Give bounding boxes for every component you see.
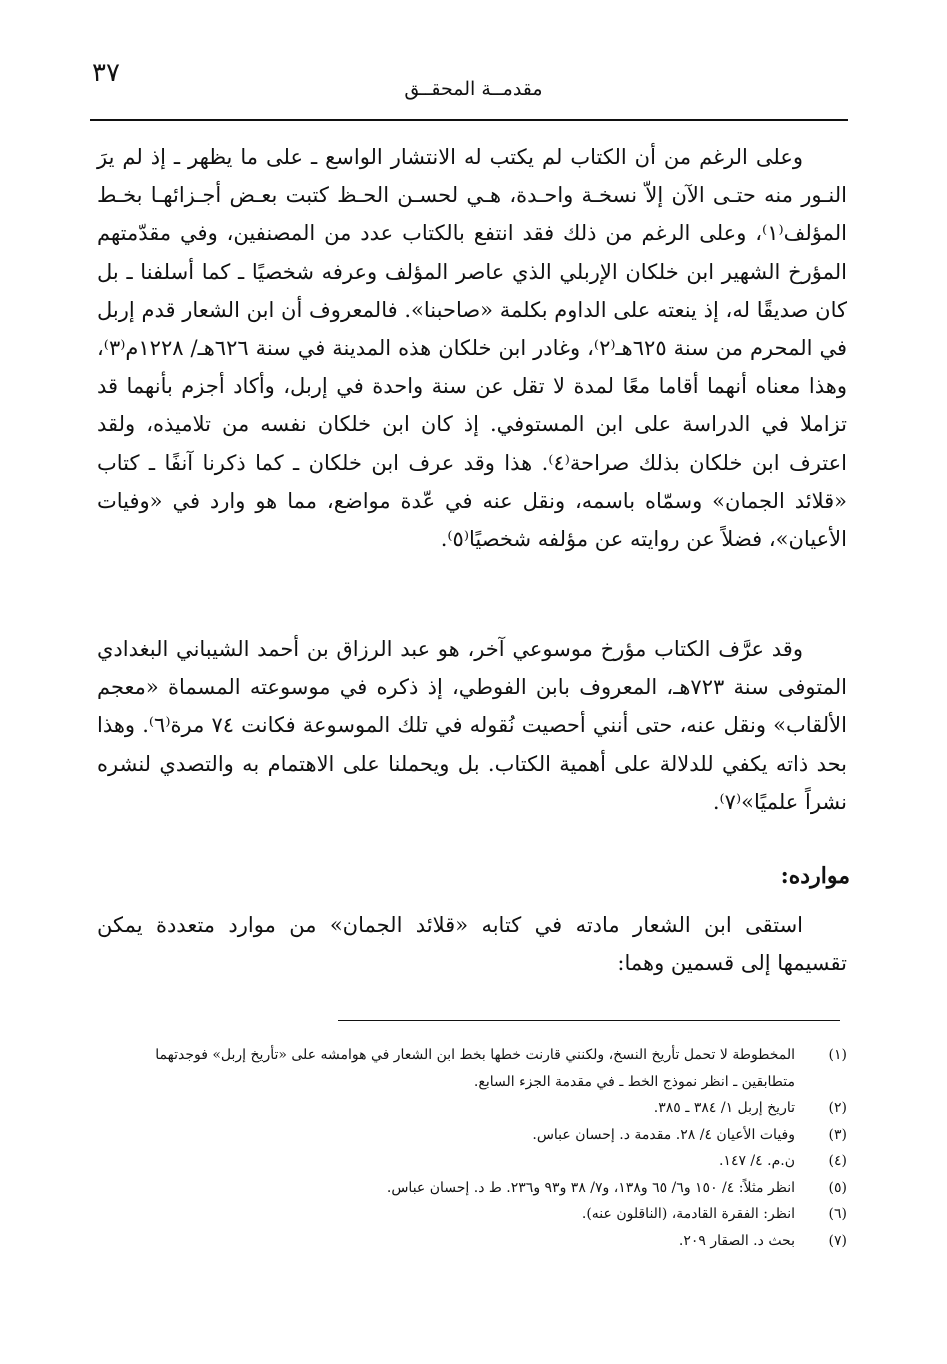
body-paragraph-1 [97, 138, 847, 558]
section-heading: موارده: [780, 863, 850, 889]
footnote-number: (٢) [828, 1100, 847, 1116]
footnote-text: انظر مثلاً: ٤/ ١٥٠ و٦/ ٦٥ و١٣٨، و٧/ ٣٨ و٩٣ و٢٣٦. ط د. إحسان عباس. [386, 1179, 795, 1196]
footnote-text: ن.م. ٤/ ١٤٧. [718, 1153, 795, 1169]
footnote-text: تاريخ إربل ١/ ٣٨٤ ـ ٣٨٥. [653, 1100, 795, 1116]
footnote-1 [100, 1042, 847, 1095]
footnote-number: (٦) [828, 1206, 847, 1222]
running-title: مقدمــة المحقــق [404, 78, 543, 100]
paragraph-text: وقد عرَّف الكتاب مؤرخ موسوعي آخر، هو عبد الرزاق بن أحمد الشيباني البغدادي المتوفى سنة ٧٢٣هـ، المعروف بابن الفوطي، إذ ذكره في موسوعته المسماة «معجم الألقاب» ونقل عنه، حتى أنني أحصيت نُقوله في تلك الموسوعة فكانت ٧٤ مرة⁽٦⁾. وهذا بحد ذاته يكفي للدلالة على أهمية الكتاب. بل ويحملنا على الاهتمام به والتصدي لنشره نشراً علميًا»⁽٧⁾. [97, 637, 847, 814]
footnotes [100, 1042, 847, 1254]
footnote-2 [100, 1095, 847, 1122]
footnote-number: (٥) [828, 1179, 847, 1196]
footnote-number: (٤) [828, 1153, 847, 1169]
page-number: ٣٧ [92, 58, 120, 88]
footnote-number: (٣) [828, 1126, 847, 1143]
footnote-text: بحث د. الصقار ٢٠٩. [678, 1232, 795, 1249]
footnote-7 [100, 1228, 847, 1255]
header-rule [90, 119, 848, 121]
paragraph-text: استقى ابن الشعار مادته في كتابه «قلائد الجمان» من موارد متعددة يمكن تقسيمها إلى قسمين وهما: [97, 913, 847, 976]
footnote-4 [100, 1148, 847, 1175]
footnote-text: المخطوطة لا تحمل تأريخ النسخ، ولكنني قارنت خطها بخط ابن الشعار في هوامشه على «تأريخ إربل» فوجدتهما متطابقين ـ انظر نموذج الخط ـ في مقدمة الجزء السابع. [155, 1047, 795, 1090]
footnote-text: وفيات الأعيان ٤/ ٢٨. مقدمة د. إحسان عباس. [532, 1126, 795, 1143]
footnote-3 [100, 1122, 847, 1149]
footnote-text: انظر: الفقرة القادمة، (الناقلون عنه). [581, 1206, 795, 1222]
footnote-number: (٧) [828, 1232, 847, 1249]
footnote-number: (١) [828, 1047, 847, 1063]
footnote-rule [338, 1020, 840, 1021]
paragraph-text: وعلى الرغم من أن الكتاب لم يكتب له الانتشار الواسع ـ على ما يظهر ـ إذ لم يرَ النـور منه حتـى الآن إلاّ نسخـة واحـدة، هـي لحسـن الحـظ كتبت بعـض أجـزائهـا بخـط المؤلف⁽١⁾، وعلى الرغم من ذلك فقد انتفع بالكتاب عدد من المصنفين، وفي مقدّمتهم المؤرخ الشهير ابن خلكان الإربلي الذي عاصر المؤلف وعرفه شخصيًا ـ كما أسلفنا ـ بل كان صديقًا له، إذ ينعته على الداوم بكلمة «صاحبنا». فالمعروف أن ابن الشعار قدم إربل في المحرم من سنة ٦٢٥هـ⁽٢⁾، وغادر ابن خلكان هذه المدينة في سنة ٦٢٦هـ/ ١٢٢٨م⁽٣⁾، وهذا معناه أنهما أقاما معًا لمدة لا تقل عن سنة واحدة في إربل، وأكاد أجزم بأنهما قد تزاملا في الدراسة على ابن المستوفي. إذ كان ابن خلكان نفسه من تلاميذه، ولقد اعترف ابن خلكان بذلك صراحة⁽٤⁾. هذا وقد عرف ابن خلكان ـ كما ذكرنا آنفًا ـ كتاب «قلائد الجمان» وسمّاه باسمه، ونقل عنه في عّدة مواضع، مما هو وارد في «وفيات الأعيان»، فضلاً عن روايته عن مؤلفه شخصيًا⁽٥⁾. [97, 145, 848, 552]
body-paragraph-2 [97, 630, 847, 821]
footnote-6 [100, 1201, 847, 1228]
footnote-5 [100, 1175, 847, 1202]
body-paragraph-3 [97, 906, 847, 982]
